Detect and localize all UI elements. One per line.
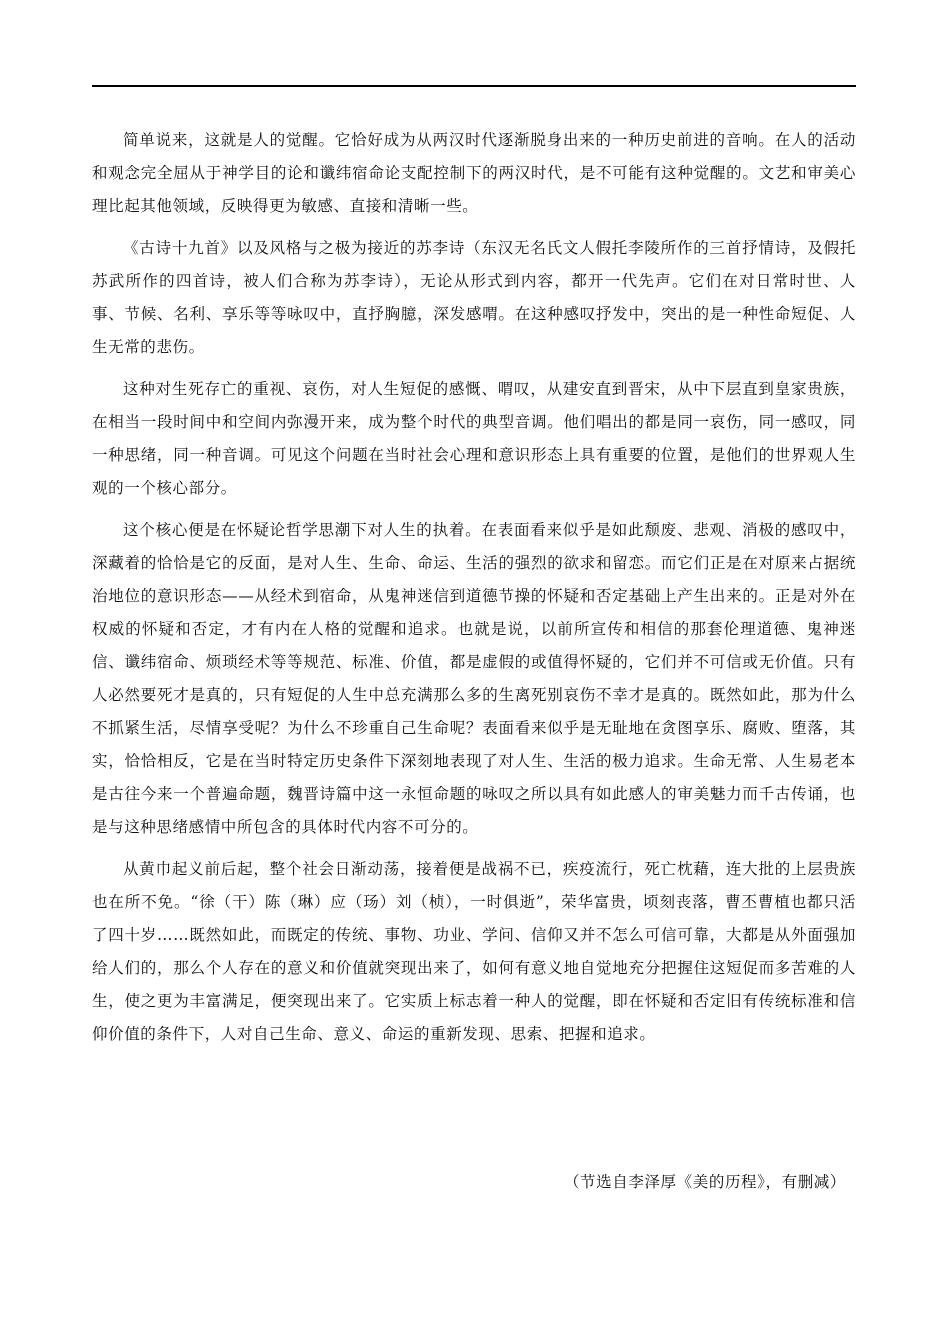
article-body [92, 124, 856, 1060]
paragraph-2: 《古诗十九首》以及风格与之极为接近的苏李诗（东汉无名氏文人假托李陵所作的三首抒情诗，及假托苏武所作的四首诗，被人们合称为苏李诗），无论从形式到内容，都开一代先声。它们在对日常时世、人事、节候、名利、享乐等等咏叹中，直抒胸臆，深发感喟。在这种感叹抒发中，突出的是一种性命短促、人生无常的悲伤。 [92, 239, 856, 356]
paragraph-5: 从黄巾起义前后起，整个社会日渐动荡，接着便是战祸不已，疾疫流行，死亡枕藉，连大批的上层贵族也在所不免。“徐（干）陈（琳）应（玚）刘（桢），一时俱逝”，荣华富贵，顷刻丧落，曹丕曹植也都只活了四十岁……既然如此，而既定的传统、事物、功业、学问、信仰又并不怎么可信可靠，大都是从外面强加给人们的，那么个人存在的意义和价值就突现出来了，如何有意义地自觉地充分把握住这短促而多苦难的人生，使之更为丰富满足，便突现出来了。它实质上标志着一种人的觉醒，即在怀疑和否定旧有传统标准和信仰价值的条件下，人对自己生命、意义、命运的重新发现、思索、把握和追求。 [92, 860, 856, 1043]
source-citation: （节选自李泽厚《美的历程》，有删减） [563, 1173, 846, 1191]
paragraph-4: 这个核心便是在怀疑论哲学思潮下对人生的执着。在表面看来似乎是如此颓废、悲观、消极的感叹中，深藏着的恰恰是它的反面，是对人生、生命、命运、生活的强烈的欲求和留恋。而它们正是在对原来占据统治地位的意识形态——从经术到宿命，从鬼神迷信到道德节操的怀疑和否定基础上产生出来的。正是对外在权威的怀疑和否定，才有内在人格的觉醒和追求。也就是说，以前所宣传和相信的那套伦理道德、鬼神迷信、谶纬宿命、烦琐经术等等规范、标准、价值，都是虚假的或值得怀疑的，它们并不可信或无价值。只有人必然要死才是真的，只有短促的人生中总充满那么多的生离死别哀伤不幸才是真的。既然如此，那为什么不抓紧生活，尽情享受呢？为什么不珍重自己生命呢？表面看来似乎是无耻地在贪图享乐、腐败、堕落，其实，恰恰相反，它是在当时特定历史条件下深刻地表现了对人生、生活的极力追求。生命无常、人生易老本是古往今来一个普遍命题，魏晋诗篇中这一永恒命题的咏叹之所以具有如此感人的审美魅力而千古传诵，也是与这种思绪感情中所包含的具体时代内容不可分的。 [92, 521, 856, 836]
top-divider [92, 85, 856, 87]
paragraph-1: 简单说来，这就是人的觉醒。它恰好成为从两汉时代逐渐脱身出来的一种历史前进的音响。在人的活动和观念完全屈从于神学目的论和谶纬宿命论支配控制下的两汉时代，是不可能有这种觉醒的。文艺和审美心理比起其他领域，反映得更为敏感、直接和清晰一些。 [92, 131, 856, 215]
paragraph-3: 这种对生死存亡的重视、哀伤，对人生短促的感慨、喟叹，从建安直到晋宋，从中下层直到皇家贵族，在相当一段时间中和空间内弥漫开来，成为整个时代的典型音调。他们唱出的都是同一哀伤，同一感叹，同一种思绪，同一种音调。可见这个问题在当时社会心理和意识形态上具有重要的位置，是他们的世界观人生观的一个核心部分。 [92, 380, 856, 497]
